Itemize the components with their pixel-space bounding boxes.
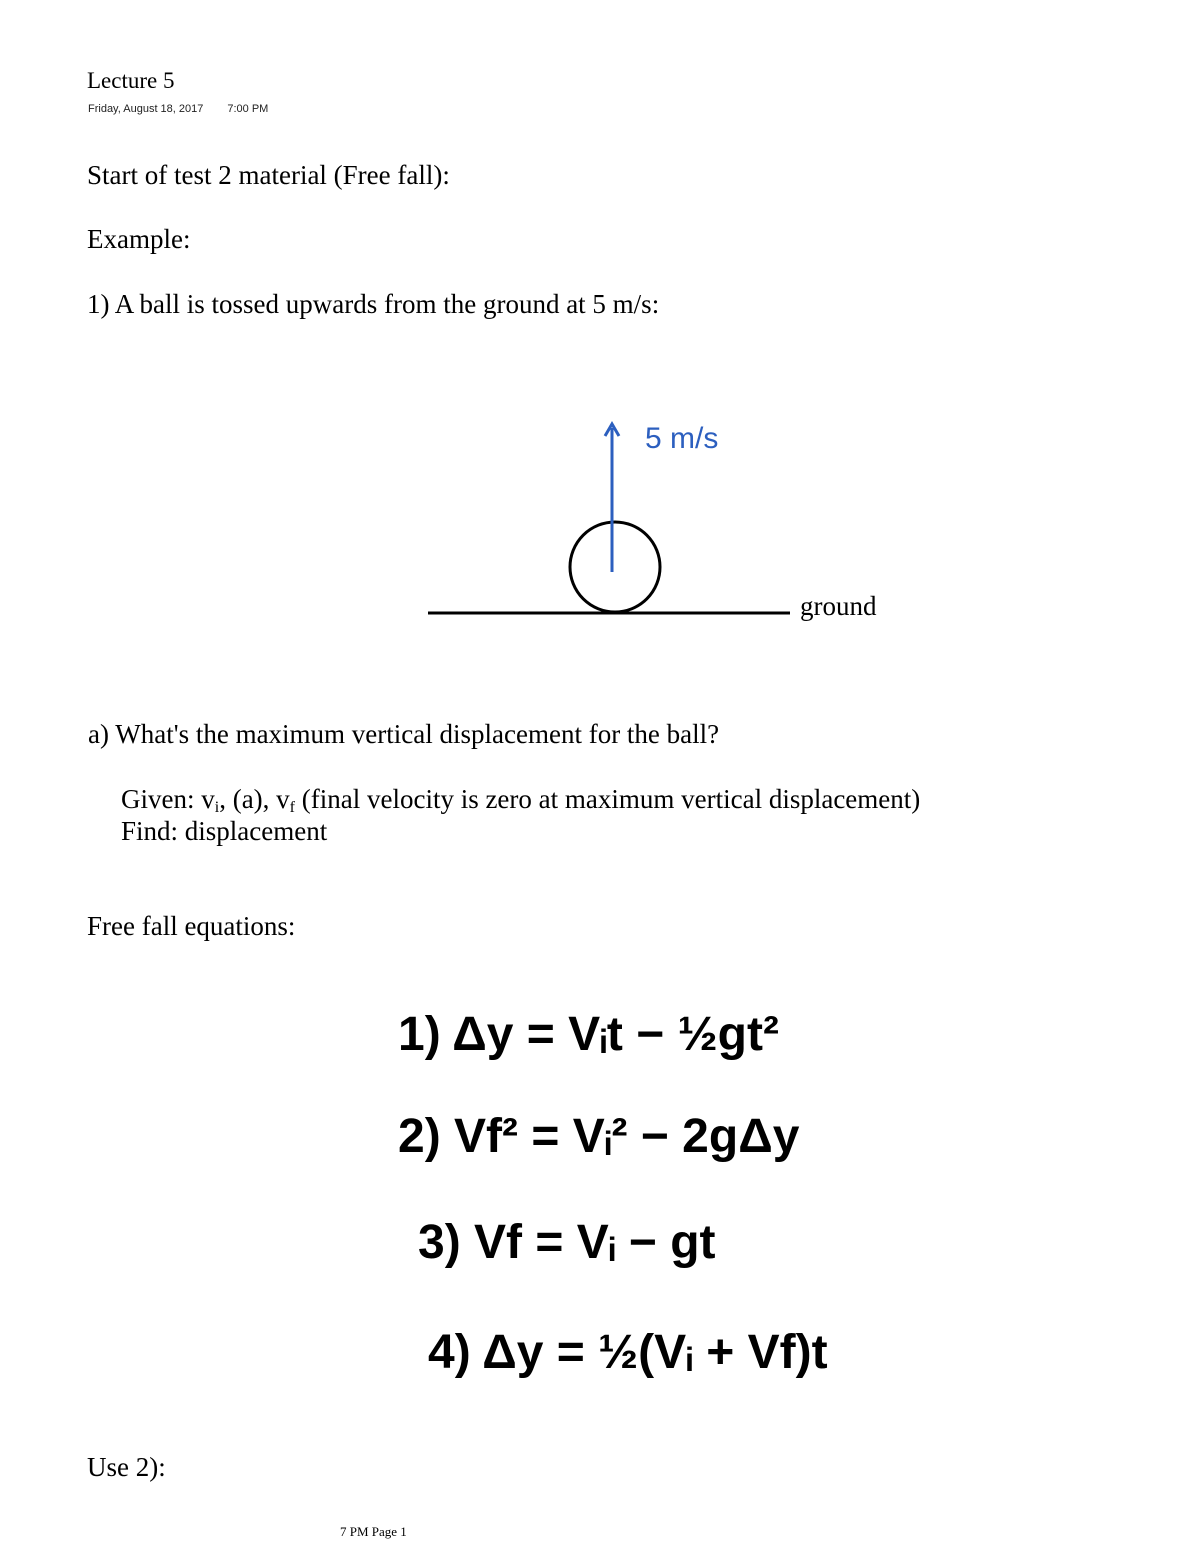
given-suffix: (final velocity is zero at maximum vertical displacement) <box>295 784 921 814</box>
section-heading: Start of test 2 material (Free fall): <box>87 160 450 190</box>
page-date: Friday, August 18, 2017 <box>88 103 204 115</box>
equation-2: 2) Vf² = Vᵢ² − 2gΔy <box>398 1110 800 1163</box>
velocity-label: 5 m/s <box>645 422 719 455</box>
free-fall-heading: Free fall equations: <box>87 911 296 941</box>
question-a: a) What's the maximum vertical displacement for the ball? <box>88 719 720 749</box>
given-i-sub: i <box>214 799 220 816</box>
page-footer: 7 PM Page 1 <box>340 1524 407 1539</box>
problem-statement: 1) A ball is tossed upwards from the ground at 5 m/s: <box>87 289 660 319</box>
find-line: Find: displacement <box>121 816 328 846</box>
given-mid: , (a), v <box>219 784 290 814</box>
page-title: Lecture 5 <box>87 68 175 93</box>
given-prefix: Given: v <box>121 784 215 814</box>
page-time: 7:00 PM <box>227 103 269 115</box>
equation-1: 1) Δy = Vᵢt − ½gt² <box>398 1008 779 1061</box>
use-2-label: Use 2): <box>87 1452 166 1482</box>
equation-4: 4) Δy = ½(Vᵢ + Vf)t <box>428 1326 828 1379</box>
equation-3: 3) Vf = Vᵢ − gt <box>418 1216 716 1269</box>
ground-label: ground <box>800 591 877 621</box>
given-f-sub: f <box>289 799 295 816</box>
example-label: Example: <box>87 224 191 254</box>
